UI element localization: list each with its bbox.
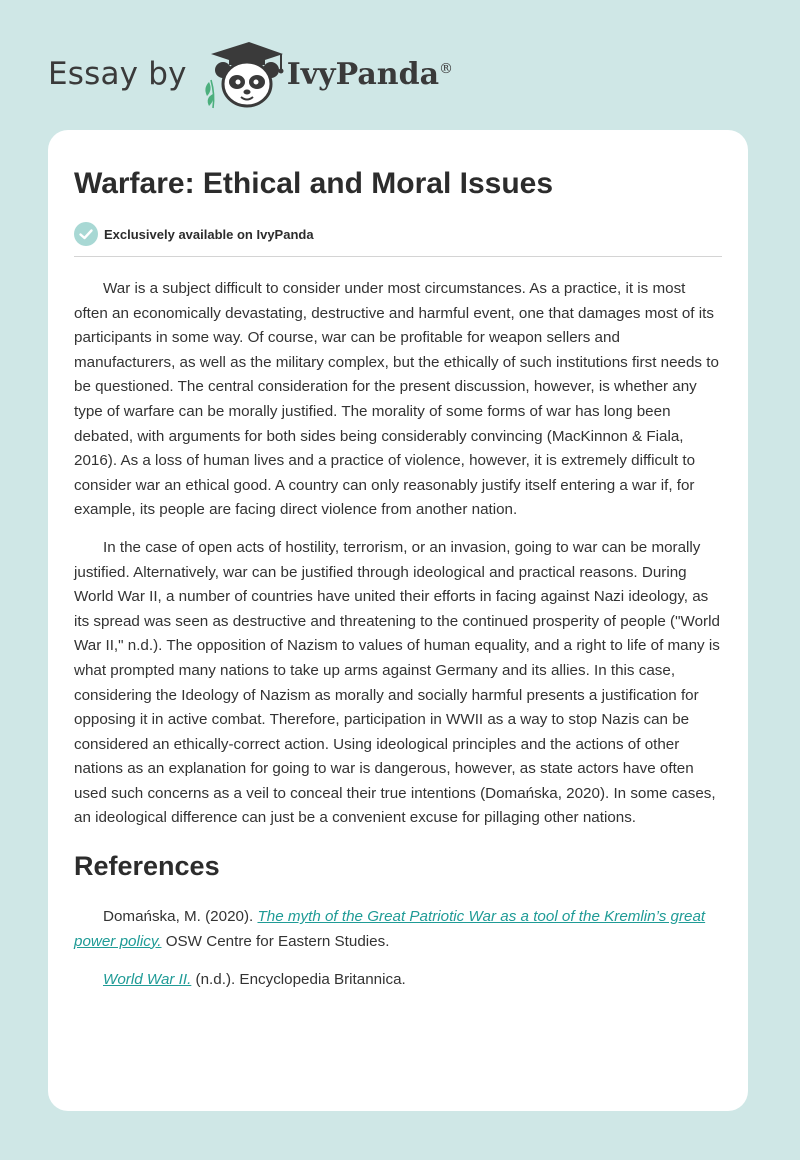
essay-paragraph: War is a subject difficult to consider under most circumstances. As a practice, it is most often an economically devastating, destructive and harmful event, one that damages most of its participants in some way. Of course, war can be profitable for weapon sellers and manufacturers, as well as the military complex, but the ethically of such institutions first needs to be questioned. The central consideration for the present discussion, however, is whether any type of warfare can be morally justified. The morality of some forms of war has long been debated, with arguments for both sides being considerably convincing (MacKinnon & Fiala, 2016). As a loss of human lives and a practice of violence, however, it is extremely difficult to consider war an ethical good. A country can only reasonably justify itself entering a war if, for example, its people are facing direct violence from another nation. (74, 280, 719, 519)
brand-header (48, 38, 453, 110)
brand-name[interactable] (287, 57, 453, 92)
exclusive-badge (74, 222, 722, 246)
reference-suffix: OSW Centre for Eastern Studies. (161, 932, 390, 950)
checkmark-icon (74, 222, 98, 246)
essay-title: Warfare: Ethical and Moral Issues (74, 167, 554, 200)
brand-prefix: Essay by (48, 56, 187, 92)
panda-logo-icon[interactable] (201, 38, 285, 110)
reference-prefix: Domańska, M. (2020). (103, 908, 258, 926)
divider (74, 256, 722, 257)
registered-mark: ® (439, 60, 454, 77)
reference-link[interactable]: The myth of the Great Patriotic War as a tool of the Kremlin’s great power policy. (74, 908, 706, 950)
references-heading: References (74, 851, 220, 882)
essay-card (48, 130, 748, 1111)
exclusive-label: Exclusively available on IvyPanda (104, 226, 314, 242)
reference-item (74, 905, 722, 954)
essay-paragraph: In the case of open acts of hostility, terrorism, or an invasion, going to war can be morally justified. Alternatively, war can be justified through ideological and practical reasons. During World War II, a number of countries have united their efforts in facing against Nazi ideology, as its spread was seen as destructive and threatening to the continued prosperity of people ("World War II," n.d.). The opposition of Nazism to values of human equality, and a right to life of many is what prompted many nations to take up arms against Germany and its allies. In this case, considering the Ideology of Nazism as morally and socially harmful presents a justification for opposing it in active combat. Therefore, participation in WWII as a way to stop Nazis can be considered an ethically-correct action. Using ideological principles and the actions of other nations as an explanation for going to war is dangerous, however, as state actors have often used such concerns as a veil to conceal their true intentions (Domańska, 2020). In some cases, an ideological difference can just be a convenient excuse for pillaging other nations. (74, 538, 720, 827)
brand-name-text: IvyPanda (286, 56, 440, 92)
reference-suffix: (n.d.). Encyclopedia Britannica. (191, 971, 406, 989)
reference-item (74, 968, 722, 993)
reference-link[interactable]: World War II. (103, 971, 192, 989)
